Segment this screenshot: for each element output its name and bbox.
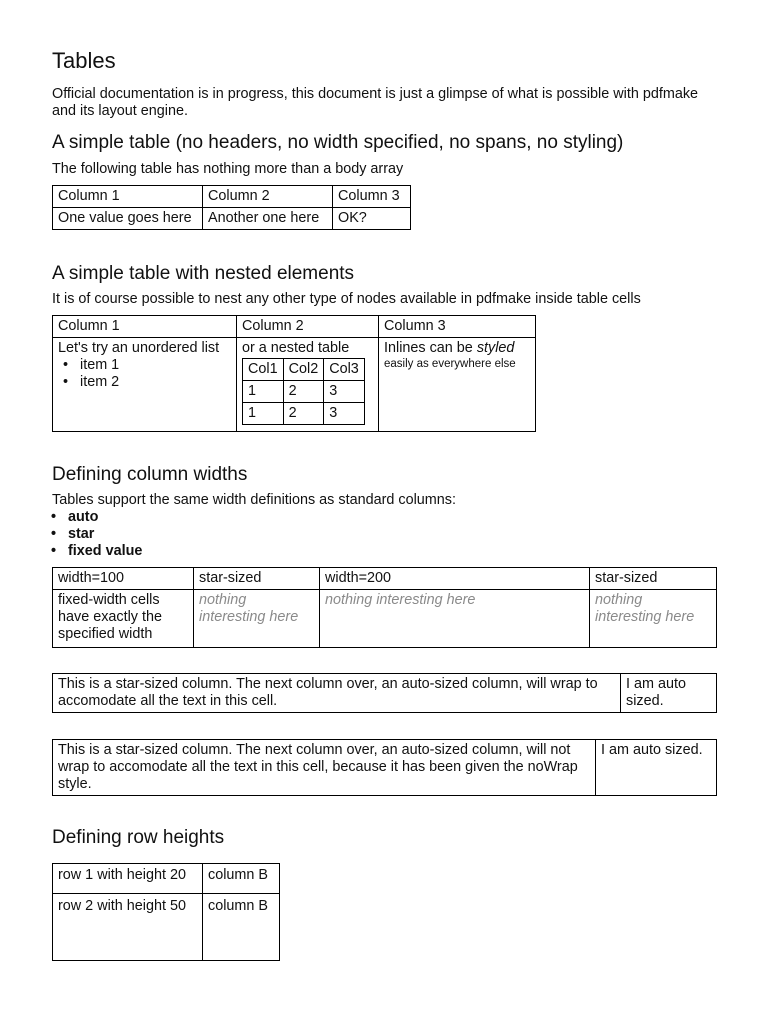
table-cell: width=200 <box>320 568 590 590</box>
nested-table-intro: or a nested table <box>242 340 350 356</box>
table-row <box>53 740 717 796</box>
row-heights-table <box>52 863 280 961</box>
table-row <box>53 208 411 230</box>
section-desc-simple-table: The following table has nothing more than a body array <box>52 161 404 177</box>
table-cell: column B <box>203 864 280 894</box>
table-cell <box>379 338 536 432</box>
table-cell <box>53 338 237 432</box>
table-cell: One value goes here <box>53 208 203 230</box>
column-widths-desc <box>52 492 712 560</box>
table-row <box>53 316 536 338</box>
table-cell: Column 3 <box>379 316 536 338</box>
list-item: • fixed value <box>68 543 712 560</box>
table-row <box>53 568 717 590</box>
table-cell: 1 <box>243 403 284 425</box>
table-row <box>243 381 365 403</box>
table-cell: Column 3 <box>333 186 411 208</box>
section-heading-column-widths: Defining column widths <box>52 464 248 485</box>
table-cell: Col3 <box>324 359 365 381</box>
table-cell: This is a star-sized column. The next column over, an auto-sized column, will not wrap to accomodate all the text in this cell, because it has been given the noWrap style. <box>53 740 596 796</box>
table-cell: 2 <box>283 381 324 403</box>
table-cell: Another one here <box>203 208 333 230</box>
table-cell: I am auto sized. <box>596 740 717 796</box>
table-row <box>53 864 280 894</box>
table-cell: row 2 with height 50 <box>53 894 203 961</box>
table-cell: width=100 <box>53 568 194 590</box>
table-cell: This is a star-sized column. The next column over, an auto-sized column, will wrap to accomodate all the text in this cell. <box>53 674 621 713</box>
inline-text <box>384 340 530 357</box>
list-item: • star <box>68 526 712 543</box>
list-item: • auto <box>68 509 712 526</box>
table-cell: Column 1 <box>53 186 203 208</box>
section-heading-simple-table: A simple table (no headers, no width specified, no spans, no styling) <box>52 132 624 153</box>
width-types-list <box>52 509 712 560</box>
table-row <box>53 674 717 713</box>
inline-small-text: easily as everywhere else <box>384 358 516 370</box>
inline-styled: styled <box>476 340 515 356</box>
list-intro: Let's try an unordered list <box>58 340 220 356</box>
table-row <box>53 338 536 432</box>
section-heading-nested: A simple table with nested elements <box>52 263 355 284</box>
column-widths-table <box>52 567 717 648</box>
table-cell: 3 <box>324 381 365 403</box>
table-cell: star-sized <box>590 568 717 590</box>
table-cell: row 1 with height 20 <box>53 864 203 894</box>
table-cell: 2 <box>283 403 324 425</box>
section-desc-nested: It is of course possible to nest any other type of nodes available in pdfmake inside table cells <box>52 291 641 307</box>
table-cell: Column 2 <box>237 316 379 338</box>
table-cell: fixed-width cells have exactly the specified width <box>53 590 194 648</box>
table-cell: nothing interesting here <box>590 590 717 648</box>
list-item: • item 2 <box>80 374 231 391</box>
table-cell: Col2 <box>283 359 324 381</box>
intro-text: Official documentation is in progress, this document is just a glimpse of what is possible with pdfmake and its layout engine. <box>52 86 699 119</box>
table-cell: 3 <box>324 403 365 425</box>
table-cell: nothing interesting here <box>194 590 320 648</box>
table-cell: star-sized <box>194 568 320 590</box>
table-cell: Col1 <box>243 359 284 381</box>
nested-elements-table <box>52 315 536 432</box>
table-row <box>53 590 717 648</box>
table-cell: 1 <box>243 381 284 403</box>
table-row <box>243 359 365 381</box>
table-row <box>53 894 280 961</box>
section-desc-column-widths: Tables support the same width definitions as standard columns: <box>52 492 456 508</box>
table-cell: I am auto sized. <box>621 674 717 713</box>
table-row <box>243 403 365 425</box>
simple-table <box>52 185 411 230</box>
inline-plain: Inlines can be <box>384 340 477 356</box>
nested-table <box>242 358 365 425</box>
table-cell: nothing interesting here <box>320 590 590 648</box>
table-cell: column B <box>203 894 280 961</box>
no-wrap-table <box>52 739 717 796</box>
auto-wrap-table <box>52 673 717 713</box>
section-heading-row-heights: Defining row heights <box>52 827 225 848</box>
unordered-list <box>58 357 231 391</box>
table-cell: Column 2 <box>203 186 333 208</box>
list-item: • item 1 <box>80 357 231 374</box>
table-cell <box>237 338 379 432</box>
table-row <box>53 186 411 208</box>
page-title: Tables <box>52 48 116 73</box>
table-cell: OK? <box>333 208 411 230</box>
table-cell: Column 1 <box>53 316 237 338</box>
